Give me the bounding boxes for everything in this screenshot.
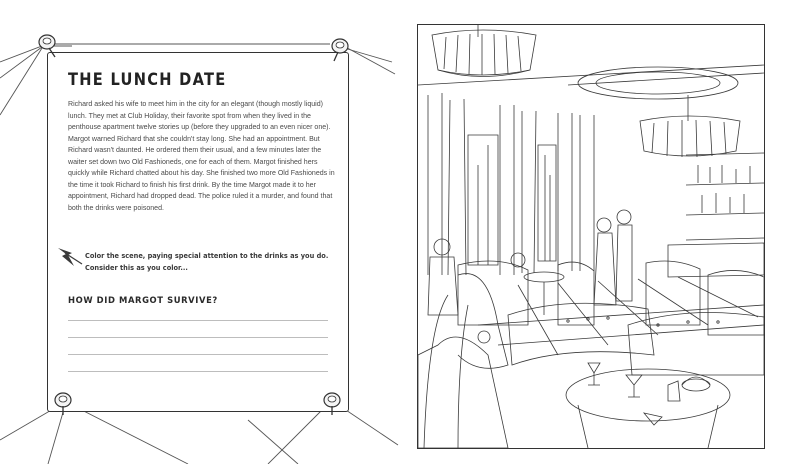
answer-line[interactable] [68,354,328,355]
answer-line[interactable] [68,371,328,372]
coloring-prompt: Color the scene, paying special attention to the drinks as you do. Consider this as you color... [85,252,329,272]
arrow-icon [56,244,84,268]
push-pin-icon-top-right [326,34,356,64]
push-pin-icon-bottom-left [48,388,78,418]
lounge-illustration [417,24,765,449]
question-heading: HOW DID MARGOT SURVIVE? [68,295,218,305]
page-title: THE LUNCH DATE [68,70,227,90]
story-text: Richard asked his wife to meet him in the city for an elegant (though mostly liquid) lunch. They met at Club Holiday, their favorite spot from when they lived in the penthouse apartment twelve stories up (before they upgraded to an even nicer one). Margot warned Richard that she couldn't stay long. She had an appointment. But Richard wasn't daunted. He ordered them their usual, and a few minutes later the waiter set down two Old Fashioneds, one for each of them. Margot finished hers quickly while Richard chatted about his day. She finished two more Old Fashioneds in the time it took Richard to finish his first drink. By the time Margot made it to her appointment, Richard had dropped dead. The police ruled it a murder, and found that both the drinks were poisoned. [68,101,335,212]
push-pin-icon-bottom-right [317,388,347,418]
answer-line[interactable] [68,320,328,321]
push-pin-icon-top-left [33,30,63,60]
answer-line[interactable] [68,337,328,338]
